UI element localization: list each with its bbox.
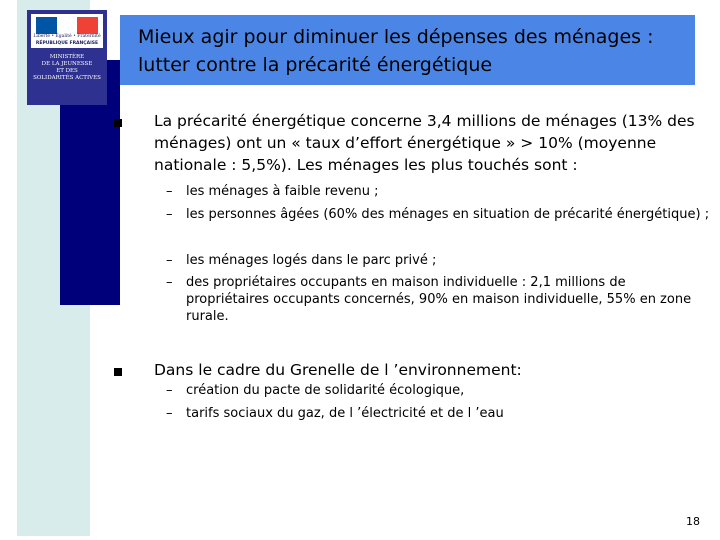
slide-title-line-1: Mieux agir pour diminuer les dépenses des ménages : xyxy=(138,26,654,48)
bullet-body: : xyxy=(516,361,522,379)
slide-title xyxy=(138,23,688,79)
ministry-logo xyxy=(27,10,107,105)
dash-icon: – xyxy=(166,253,173,268)
dash-icon: – xyxy=(166,406,173,421)
sub-item-text: création du pacte de solidarité écologique, xyxy=(186,383,465,398)
page-number: 18 xyxy=(686,515,700,528)
sub-item-text: des propriétaires occupants en maison individuelle : 2,1 millions de propriétaires occupants concernés, 90% en maison individuelle, 55% en zone rurale. xyxy=(186,275,692,324)
flag-white-band xyxy=(57,17,78,34)
bullet-square-icon xyxy=(114,119,122,127)
dash-icon: – xyxy=(166,275,173,290)
bullet-text xyxy=(154,359,709,381)
marianne-flag-block xyxy=(31,14,103,48)
sub-item-text: les ménages logés dans le parc privé ; xyxy=(186,253,437,268)
bullet-bold-lead: Dans le cadre du Grenelle de l ’environnement xyxy=(154,361,517,379)
bullet-text xyxy=(154,110,709,176)
logo-republic: RÉPUBLIQUE FRANÇAISE xyxy=(35,41,99,46)
dash-icon: – xyxy=(166,207,173,222)
french-flag-icon xyxy=(36,17,98,34)
dash-icon: – xyxy=(166,383,173,398)
bullet-body: concerne 3,4 millions de ménages (13% des ménages) ont un « taux d’effort énergétique » > 10% (moyenne nationale : 5,5%). Les ménages les plus touchés sont : xyxy=(154,112,695,174)
sub-item-text: tarifs sociaux du gaz, de l ’électricité et de l ’eau xyxy=(186,406,504,421)
flag-blue-band xyxy=(36,17,57,34)
bullet-square-icon xyxy=(114,368,122,376)
logo-motto: Liberté • Égalité • Fraternité xyxy=(33,34,101,39)
title-bar xyxy=(120,15,695,85)
bullet-bold-lead: La précarité énergétique xyxy=(154,112,346,130)
logo-ministry-name: MINISTÈRE DE LA JEUNESSE ET DES SOLIDARITÉS ACTIVES xyxy=(33,54,101,81)
flag-red-band xyxy=(77,17,98,34)
dash-icon: – xyxy=(166,184,173,199)
slide-title-line-2: lutter contre la précarité énergétique xyxy=(138,54,493,76)
sub-item-text: les ménages à faible revenu ; xyxy=(186,184,379,199)
sub-item-text: les personnes âgées (60% des ménages en situation de précarité énergétique) ; xyxy=(186,207,710,222)
